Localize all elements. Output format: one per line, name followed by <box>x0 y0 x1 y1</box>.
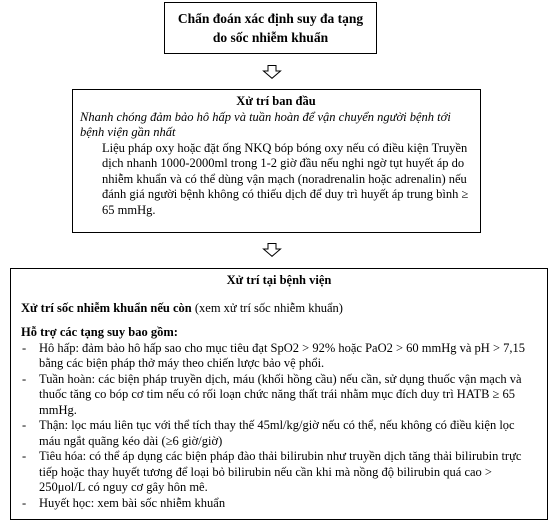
list-item: - Tuần hoàn: các biện pháp truyền dịch, máu (khối hồng cầu) nếu cần, sử dụng thuốc vận mạch và thuốc tăng co bóp cơ tim nếu có rối loạn chức năng thất trái nhằm mục đích duy trì HATB ≥ 65 mmHg. <box>21 372 537 419</box>
diagnosis-line-2: do sốc nhiễm khuẩn <box>212 30 329 45</box>
hospital-management-title: Xử trí tại bệnh viện <box>226 273 332 287</box>
initial-management-body: Liệu pháp oxy hoặc đặt ống NKQ bóp bóng oxy nếu có điều kiện Truyền dịch nhanh 1000-2000ml trong 1-2 giờ đầu nếu nghi ngờ tụt huyết áp do nhiễm khuẩn và có thể dùng vận mạch (noradrenalin hoặc adrenalin) nếu đánh giá người bệnh không có thiếu dịch để duy trì huyết áp trung bình ≥ 65 mmHg. <box>102 140 469 217</box>
organ-support-heading: Hỗ trợ các tạng suy bao gồm: <box>21 325 178 339</box>
down-arrow-icon <box>262 243 282 257</box>
diagnosis-line-1: Chẩn đoán xác định suy đa tạng <box>177 11 364 26</box>
list-item: - Tiêu hóa: có thể áp dụng các biện pháp đào thải bilirubin như truyền dịch tăng thải bilirubin trực tiếp hoặc thay huyết tương để loại bỏ bilirubin nếu cần khi mà nồng độ bilirubin quá cao > 250μol/L có nguy cơ gây hôn mê. <box>21 449 537 496</box>
organ-support-list <box>21 341 537 512</box>
shock-treatment-line <box>21 301 537 317</box>
diagnosis-box <box>164 2 377 54</box>
shock-treatment-label: Xử trí sốc nhiễm khuẩn nếu còn <box>21 300 192 315</box>
hospital-management-box <box>10 268 548 520</box>
initial-management-box <box>72 89 481 233</box>
shock-treatment-note: (xem xử trí sốc nhiễm khuẩn) <box>191 300 343 315</box>
list-item: - Huyết học: xem bài sốc nhiễm khuẩn <box>21 496 537 512</box>
down-arrow-icon <box>262 65 282 79</box>
list-item: - Thận: lọc máu liên tục với thể tích thay thế 45ml/kg/giờ nếu có thể, nếu không có điều kiện lọc máu ngắt quãng kéo dài (≥6 giờ/giờ) <box>21 418 537 449</box>
list-item: - Hô hấp: đảm bảo hô hấp sao cho mục tiêu đạt SpO2 > 92% hoặc PaO2 > 60 mmHg và pH > 7,15 bằng các biện pháp thở máy theo chiến lược bảo vệ phổi. <box>21 341 537 372</box>
initial-management-intro: Nhanh chóng đảm bảo hô hấp và tuần hoàn để vận chuyển người bệnh tới bệnh viện gần nhất <box>80 109 451 139</box>
initial-management-title: Xử trí ban đầu <box>236 94 316 108</box>
